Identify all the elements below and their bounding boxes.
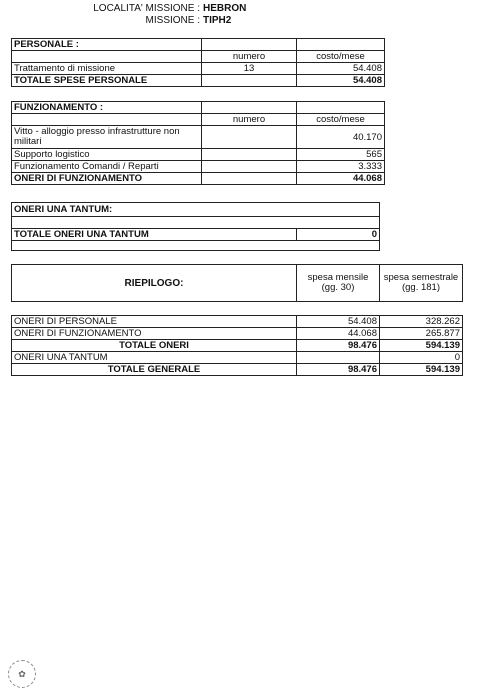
riepilogo-col-semestrale [380,265,463,302]
totale-oneri-label: TOTALE ONERI [12,340,297,352]
table-row [12,161,385,173]
funzionamento-table [11,101,385,185]
missione-value: TIPH2 [203,15,232,26]
personale-col-costo: costo/mese [297,51,385,63]
stamp-icon: ✿ [8,660,36,688]
row-label: ONERI DI PERSONALE [12,316,297,328]
row-mensile: 44.068 [297,328,380,340]
row-label: ONERI UNA TANTUM [12,352,297,364]
totale-oneri-mensile: 98.476 [297,340,380,352]
una-tantum-title: ONERI UNA TANTUM: [12,203,380,217]
totale-oneri-row [12,340,463,352]
missione-row [0,15,477,27]
totale-generale-row [12,364,463,376]
row-label: Vitto - alloggio presso infrastrutture non militari [12,126,202,149]
missione-label: MISSIONE : [145,15,200,26]
totale-generale-mensile: 98.476 [297,364,380,376]
table-row [12,63,385,75]
row-costo: 3.333 [297,161,385,173]
funzionamento-total-value: 44.068 [297,173,385,185]
row-label: Funzionamento Comandi / Reparti [12,161,202,173]
table-row [12,126,385,149]
funzionamento-col-numero: numero [202,114,297,126]
riepilogo-col-mensile-label: spesa mensile [307,272,369,283]
una-tantum-table [11,202,380,251]
personale-title: PERSONALE : [12,39,202,51]
table-row [12,352,463,364]
totale-generale-semestrale: 594.139 [380,364,463,376]
funzionamento-col-costo: costo/mese [297,114,385,126]
localita-label: LOCALITA' MISSIONE : [93,3,200,14]
localita-value: HEBRON [203,3,247,14]
personale-total-value: 54.408 [297,75,385,87]
funzionamento-title: FUNZIONAMENTO : [12,102,202,114]
riepilogo-table [11,315,463,376]
funzionamento-total-label: ONERI DI FUNZIONAMENTO [12,173,202,185]
personale-table [11,38,385,87]
una-tantum-total-value: 0 [297,229,380,241]
row-semestrale: 0 [380,352,463,364]
row-costo: 565 [297,149,385,161]
riepilogo-col-mensile [297,265,380,302]
una-tantum-total-label: TOTALE ONERI UNA TANTUM [12,229,297,241]
riepilogo-header-table [11,264,463,302]
riepilogo-col-semestrale-label: spesa semestrale [383,272,459,283]
table-row [12,316,463,328]
row-numero: 13 [202,63,297,75]
row-label: Supporto logistico [12,149,202,161]
document-header [0,3,477,27]
row-costo: 40.170 [297,126,385,149]
table-row [12,149,385,161]
totale-oneri-semestrale: 594.139 [380,340,463,352]
row-costo: 54.408 [297,63,385,75]
totale-generale-label: TOTALE GENERALE [12,364,297,376]
riepilogo-col-mensile-sub: (gg. 30) [321,282,355,293]
row-label: Trattamento di missione [12,63,202,75]
table-row [12,328,463,340]
row-semestrale: 328.262 [380,316,463,328]
row-mensile: 54.408 [297,316,380,328]
riepilogo-col-semestrale-sub: (gg. 181) [401,282,441,293]
row-label: ONERI DI FUNZIONAMENTO [12,328,297,340]
row-semestrale: 265.877 [380,328,463,340]
personale-total-label: TOTALE SPESE PERSONALE [12,75,202,87]
personale-col-numero: numero [202,51,297,63]
riepilogo-title: RIEPILOGO: [12,265,297,302]
localita-row [0,3,477,15]
